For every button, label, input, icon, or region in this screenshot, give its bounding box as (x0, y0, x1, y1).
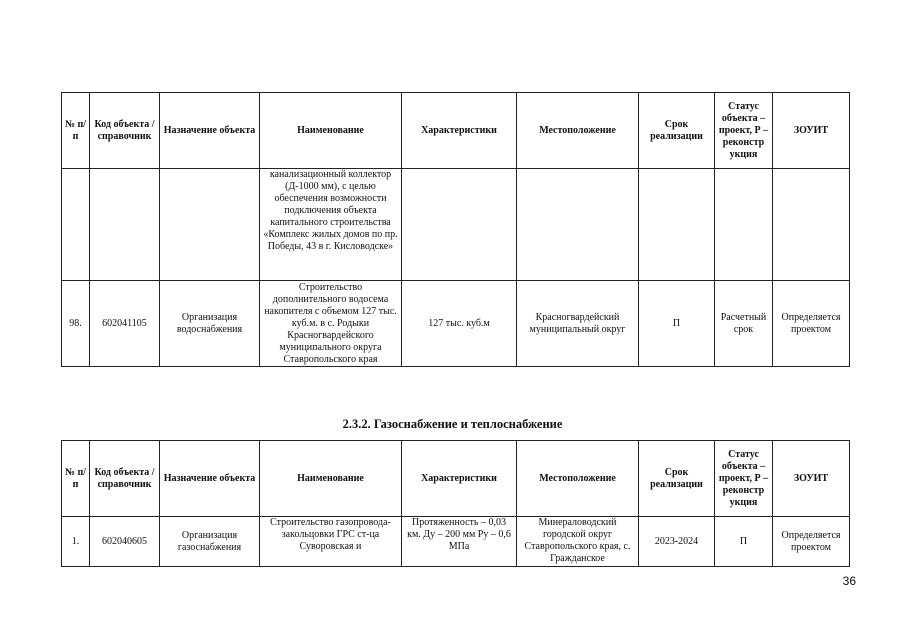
cell-period: Расчетный срок (715, 281, 773, 367)
header-location: Местоположение (517, 441, 639, 517)
cell-number: 98. (62, 281, 90, 367)
header-purpose: Назначение объекта (160, 93, 260, 169)
table-row (62, 517, 850, 567)
header-status: Статус объекта – проект, Р – реконстр укция (715, 441, 773, 517)
section-heading: 2.3.2. Газоснабжение и теплоснабжение (342, 417, 563, 431)
cell-status: П (639, 281, 715, 367)
header-implementation-period: Срок реализации (639, 93, 715, 169)
header-zouit: ЗОУИТ (773, 441, 850, 517)
table-header-row (62, 441, 850, 517)
header-number: № п/п (62, 441, 90, 517)
cell-location (517, 169, 639, 281)
page-number: 36 (842, 574, 856, 588)
header-object-code: Код объекта / справочник (90, 93, 160, 169)
cell-characteristics (402, 169, 517, 281)
cell-location: Красногвардейский муниципальный округ (517, 281, 639, 367)
cell-status (715, 169, 773, 281)
header-purpose: Назначение объекта (160, 441, 260, 517)
header-characteristics: Характеристики (402, 441, 517, 517)
header-object-code: Код объекта / справочник (90, 441, 160, 517)
header-name: Наименование (260, 441, 402, 517)
header-characteristics: Характеристики (402, 93, 517, 169)
cell-period (639, 169, 715, 281)
header-implementation-period: Срок реализации (639, 441, 715, 517)
cell-name: канализационный коллектор (Д-1000 мм), с целью обеспечения возможности подключения объекта капитального строительства «Комплекс жилых домов по пр. Победы, 43 в г. Кисловодске» (260, 169, 402, 281)
table-header-row (62, 93, 850, 169)
table-row (62, 281, 850, 367)
cell-characteristics: 127 тыс. куб.м (402, 281, 517, 367)
table-row (62, 169, 850, 281)
cell-code: 602040605 (90, 517, 160, 567)
cell-number: 1. (62, 517, 90, 567)
cell-number (62, 169, 90, 281)
cell-purpose: Организация газоснабжения (160, 517, 260, 567)
cell-characteristics: Протяженность – 0,03 км. Ду – 200 мм Ру – 0,6 МПа (402, 517, 517, 567)
water-supply-table (61, 92, 850, 367)
cell-zouit: Определяется проектом (773, 281, 850, 367)
header-status: Статус объекта – проект, Р – реконстр укция (715, 93, 773, 169)
cell-code: 602041105 (90, 281, 160, 367)
cell-name: Строительство газопровода-закольцовки ГРС ст-ца Суворовская и (260, 517, 402, 567)
cell-period: 2023-2024 (639, 517, 715, 567)
cell-zouit: Определяется проектом (773, 517, 850, 567)
header-number: № п/п (62, 93, 90, 169)
cell-status: П (715, 517, 773, 567)
cell-name: Строительство дополнительного водосема накопителя с объемом 127 тыс. куб.м. в с. Родыки Красногвардейского муниципального округа Ставропольского края (260, 281, 402, 367)
cell-purpose: Организация водоснабжения (160, 281, 260, 367)
header-name: Наименование (260, 93, 402, 169)
cell-code (90, 169, 160, 281)
cell-zouit (773, 169, 850, 281)
header-zouit: ЗОУИТ (773, 93, 850, 169)
cell-purpose (160, 169, 260, 281)
header-location: Местоположение (517, 93, 639, 169)
cell-location: Минераловодский городской округ Ставропольского края, с. Гражданское (517, 517, 639, 567)
gas-heat-supply-table (61, 440, 850, 567)
